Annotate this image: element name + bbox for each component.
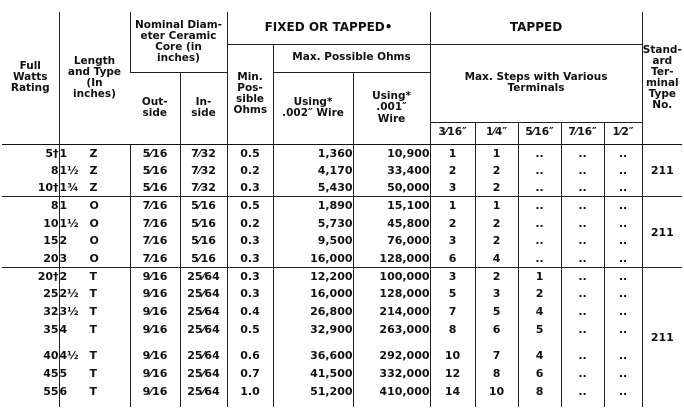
cell-min-ohms: 0.3: [227, 232, 273, 250]
table-row: [2, 320, 682, 338]
cell-watts-rating: 45: [43, 366, 59, 380]
cell-length: 1¾: [59, 181, 79, 195]
cell-length-type: [59, 232, 130, 250]
cell-watts-rating: 25: [43, 287, 59, 301]
cell-max-ohms-002: 9,500: [273, 232, 353, 250]
cell-inside-dia: 25⁄64: [180, 320, 227, 338]
cell-min-ohms: 0.3: [227, 179, 273, 197]
cell-steps: 3: [430, 232, 475, 250]
cell-inside-dia: 5⁄16: [180, 215, 227, 233]
cell-outside-dia: 9⁄16: [130, 285, 180, 303]
cell-outside-dia: 7⁄16: [130, 250, 180, 268]
cell-length-type: [59, 179, 130, 197]
cell-outside-dia: 9⁄16: [130, 320, 180, 338]
cell-type: Z: [89, 181, 98, 195]
cell-steps: ..: [604, 215, 642, 233]
cell-min-ohms: 0.3: [227, 285, 273, 303]
cell-length-type: [59, 197, 130, 215]
cell-max-ohms-002: 32,900: [273, 320, 353, 338]
cell-steps: ..: [561, 382, 604, 407]
cell-inside-dia: 7⁄32: [180, 179, 227, 197]
cell-outside-dia: 7⁄16: [130, 232, 180, 250]
cell-watts-rating: 5†: [45, 146, 59, 160]
cell-steps: ..: [604, 179, 642, 197]
cell-inside-dia: 5⁄16: [180, 250, 227, 268]
cell-standard-terminal: 211: [642, 267, 682, 407]
cell-steps: ..: [561, 197, 604, 215]
cell-steps: 3: [430, 179, 475, 197]
cell-inside-dia: 25⁄64: [180, 382, 227, 407]
table-row: [2, 215, 682, 233]
cell-max-ohms-002: 1,360: [273, 144, 353, 162]
cell-steps: ..: [518, 197, 561, 215]
cell-steps: 6: [475, 320, 518, 338]
header-inside: In- side: [180, 72, 227, 144]
cell-min-ohms: 1.0: [227, 382, 273, 407]
cell-steps: 6: [430, 250, 475, 268]
cell-type: T: [89, 287, 98, 301]
cell-outside-dia: 9⁄16: [130, 382, 180, 407]
table-row: [2, 144, 682, 162]
cell-inside-dia: 25⁄64: [180, 267, 227, 285]
cell-watts-rating: 8: [2, 197, 59, 215]
cell-steps: 14: [430, 382, 475, 407]
cell-max-ohms-002: 4,170: [273, 162, 353, 180]
cell-outside-dia: 5⁄16: [130, 144, 180, 162]
cell-type: Z: [89, 146, 98, 160]
cell-min-ohms: 0.2: [227, 215, 273, 233]
table-row: [2, 250, 682, 268]
header-using-002: Using* .002″ Wire: [273, 72, 353, 144]
cell-inside-dia: 5⁄16: [180, 197, 227, 215]
header-length-type: Length and Type (In inches): [59, 12, 130, 144]
header-standard-terminal: Stand- ard Ter- minal Type No.: [642, 12, 682, 144]
cell-steps: 3: [430, 267, 475, 285]
cell-steps: 4: [518, 347, 561, 365]
cell-steps: ..: [518, 250, 561, 268]
cell-max-ohms-001: 332,000: [353, 364, 430, 382]
cell-steps: ..: [561, 250, 604, 268]
cell-inside-dia: 25⁄64: [180, 364, 227, 382]
cell-steps: 1: [475, 144, 518, 162]
cell-length-type: [59, 162, 130, 180]
cell-steps: ..: [604, 347, 642, 365]
cell-inside-dia: 25⁄64: [180, 303, 227, 321]
cell-steps: ..: [561, 364, 604, 382]
cell-outside-dia: 9⁄16: [130, 303, 180, 321]
header-min-ohms: Min. Pos- sible Ohms: [227, 44, 273, 144]
cell-watts-rating: 35: [43, 322, 59, 336]
cell-steps: 1: [518, 267, 561, 285]
cell-watts-rating: 10: [43, 216, 59, 230]
cell-steps: 8: [475, 364, 518, 382]
cell-steps: ..: [604, 285, 642, 303]
cell-max-ohms-002: 51,200: [273, 382, 353, 407]
cell-max-ohms-001: 33,400: [353, 162, 430, 180]
cell-inside-dia: 5⁄16: [180, 232, 227, 250]
cell-steps: ..: [604, 320, 642, 338]
cell-steps: ..: [604, 232, 642, 250]
cell-length-type: [59, 250, 130, 268]
cell-steps: 1: [430, 144, 475, 162]
cell-length-type: [59, 364, 130, 382]
cell-max-ohms-001: 45,800: [353, 215, 430, 233]
cell-length: 1: [59, 199, 68, 213]
cell-length-type: [59, 267, 130, 285]
cell-length: 3½: [59, 304, 79, 318]
cell-max-ohms-001: 128,000: [353, 250, 430, 268]
cell-watts-rating: 8: [50, 163, 59, 177]
cell-steps: 2: [430, 215, 475, 233]
cell-type: T: [89, 322, 98, 336]
cell-length: 2: [59, 234, 68, 248]
cell-steps: 7: [475, 347, 518, 365]
cell-steps: 1: [475, 197, 518, 215]
cell-type: T: [89, 304, 98, 318]
cell-steps: 4: [518, 303, 561, 321]
header-fixed-or-tapped: FIXED OR TAPPED•: [227, 12, 430, 44]
cell-max-ohms-002: 41,500: [273, 364, 353, 382]
cell-watts-rating: 20†: [2, 267, 59, 285]
table-row: [2, 285, 682, 303]
row-gap: [2, 338, 682, 347]
cell-steps: ..: [518, 179, 561, 197]
header-terminal-5-16: 5⁄16″: [518, 122, 561, 144]
cell-max-ohms-001: 50,000: [353, 179, 430, 197]
table-row: [2, 197, 682, 215]
cell-max-ohms-002: 36,600: [273, 347, 353, 365]
cell-max-ohms-001: 263,000: [353, 320, 430, 338]
header-terminal-1-4: 1⁄4″: [475, 122, 518, 144]
cell-min-ohms: 0.3: [227, 267, 273, 285]
cell-steps: 12: [430, 364, 475, 382]
cell-max-ohms-002: 1,890: [273, 197, 353, 215]
cell-inside-dia: 7⁄32: [180, 162, 227, 180]
cell-type: Z: [89, 163, 98, 177]
header-outside: Out- side: [130, 72, 180, 144]
cell-min-ohms: 0.5: [227, 144, 273, 162]
table-row: [2, 232, 682, 250]
cell-max-ohms-002: 16,000: [273, 285, 353, 303]
cell-length: 1: [59, 146, 68, 160]
cell-max-ohms-001: 76,000: [353, 232, 430, 250]
cell-max-ohms-001: 100,000: [353, 267, 430, 285]
cell-steps: 10: [430, 347, 475, 365]
cell-steps: ..: [604, 267, 642, 285]
cell-steps: 7: [430, 303, 475, 321]
cell-type: T: [89, 349, 98, 362]
cell-min-ohms: 0.3: [227, 250, 273, 268]
cell-min-ohms: 0.5: [227, 197, 273, 215]
cell-steps: 1: [430, 197, 475, 215]
cell-steps: ..: [561, 285, 604, 303]
cell-watts-rating: 10†: [37, 181, 59, 195]
cell-steps: ..: [518, 232, 561, 250]
header-terminal-3-16: 3⁄16″: [430, 122, 475, 144]
cell-length: 2: [59, 269, 68, 283]
cell-max-ohms-001: 10,900: [353, 144, 430, 162]
cell-outside-dia: 7⁄16: [130, 215, 180, 233]
cell-steps: ..: [561, 179, 604, 197]
cell-steps: 2: [475, 162, 518, 180]
cell-outside-dia: 7⁄16: [130, 197, 180, 215]
cell-steps: 8: [430, 320, 475, 338]
cell-length-type: [59, 320, 130, 338]
cell-type: O: [89, 234, 99, 248]
cell-steps: 5: [518, 320, 561, 338]
table-row: [2, 162, 682, 180]
table-row: [2, 267, 682, 285]
cell-type: O: [89, 216, 99, 230]
cell-length-type: [59, 285, 130, 303]
table-row: [2, 364, 682, 382]
cell-steps: ..: [604, 303, 642, 321]
cell-steps: 2: [475, 267, 518, 285]
cell-steps: ..: [604, 364, 642, 382]
cell-steps: ..: [561, 215, 604, 233]
cell-inside-dia: 25⁄64: [180, 347, 227, 365]
cell-steps: ..: [604, 162, 642, 180]
cell-max-ohms-001: 292,000: [353, 347, 430, 365]
cell-inside-dia: 25⁄64: [180, 285, 227, 303]
header-using-001: Using* .001″ Wire: [353, 72, 430, 144]
cell-max-ohms-002: 5,430: [273, 179, 353, 197]
cell-max-ohms-002: 16,000: [273, 250, 353, 268]
cell-steps: 2: [518, 285, 561, 303]
cell-min-ohms: 0.6: [227, 347, 273, 365]
cell-steps: 3: [475, 285, 518, 303]
cell-steps: ..: [604, 382, 642, 407]
cell-watts-rating: 40: [43, 349, 59, 362]
cell-max-ohms-002: 26,800: [273, 303, 353, 321]
cell-max-ohms-002: 12,200: [273, 267, 353, 285]
cell-outside-dia: 9⁄16: [130, 267, 180, 285]
cell-length-type: [59, 347, 130, 365]
cell-type: T: [89, 366, 98, 380]
cell-steps: 4: [475, 250, 518, 268]
cell-steps: ..: [561, 162, 604, 180]
cell-length: 4: [59, 322, 68, 336]
cell-steps: 2: [475, 232, 518, 250]
cell-steps: 6: [518, 364, 561, 382]
cell-steps: 5: [475, 303, 518, 321]
cell-steps: ..: [518, 162, 561, 180]
cell-steps: ..: [561, 232, 604, 250]
cell-steps: ..: [561, 144, 604, 162]
header-nominal-diameter: Nominal Diam- eter Ceramic Core (in inches): [130, 12, 227, 72]
cell-length: 2½: [59, 287, 79, 301]
header-terminal-7-16: 7⁄16″: [561, 122, 604, 144]
cell-steps: ..: [561, 303, 604, 321]
cell-steps: 5: [430, 285, 475, 303]
cell-steps: ..: [518, 144, 561, 162]
cell-steps: ..: [518, 215, 561, 233]
cell-steps: 8: [518, 382, 561, 407]
cell-min-ohms: 0.7: [227, 364, 273, 382]
cell-outside-dia: 5⁄16: [130, 179, 180, 197]
cell-type: T: [89, 384, 98, 398]
cell-steps: ..: [604, 197, 642, 215]
cell-outside-dia: 9⁄16: [130, 347, 180, 365]
table-row: [2, 382, 682, 407]
cell-length: 3: [59, 251, 68, 265]
table-row: [2, 303, 682, 321]
header-max-ohms: Max. Possible Ohms: [273, 44, 430, 72]
cell-standard-terminal: 211: [642, 197, 682, 268]
cell-length-type: [59, 215, 130, 233]
cell-type: O: [89, 251, 99, 265]
cell-steps: 10: [475, 382, 518, 407]
cell-watts-rating: 32: [43, 304, 59, 318]
cell-max-ohms-001: 410,000: [353, 382, 430, 407]
cell-outside-dia: 9⁄16: [130, 364, 180, 382]
cell-watts-rating: 55: [43, 384, 59, 398]
cell-standard-terminal: 211: [642, 144, 682, 197]
cell-steps: 2: [475, 179, 518, 197]
cell-length: 6: [59, 384, 68, 398]
table-body: [2, 144, 682, 407]
cell-steps: 2: [430, 162, 475, 180]
table-row: [2, 179, 682, 197]
cell-length: 1½: [59, 163, 79, 177]
cell-steps: ..: [561, 267, 604, 285]
cell-min-ohms: 0.5: [227, 320, 273, 338]
cell-watts-rating: 20: [43, 251, 59, 265]
header-terminal-1-2: 1⁄2″: [604, 122, 642, 144]
cell-length-type: [59, 144, 130, 162]
cell-max-ohms-001: 128,000: [353, 285, 430, 303]
cell-length-type: [59, 382, 130, 407]
cell-max-ohms-001: 214,000: [353, 303, 430, 321]
cell-length: 4½: [59, 349, 79, 362]
header-full-watts: Full Watts Rating: [2, 12, 59, 144]
cell-steps: ..: [561, 347, 604, 365]
cell-max-ohms-002: 5,730: [273, 215, 353, 233]
cell-inside-dia: 7⁄32: [180, 144, 227, 162]
cell-steps: ..: [604, 250, 642, 268]
cell-type: O: [89, 199, 99, 213]
cell-min-ohms: 0.2: [227, 162, 273, 180]
cell-steps: ..: [561, 320, 604, 338]
cell-watts-rating: 15: [43, 234, 59, 248]
cell-length-type: [59, 303, 130, 321]
cell-min-ohms: 0.4: [227, 303, 273, 321]
cell-steps: ..: [604, 144, 642, 162]
cell-max-ohms-001: 15,100: [353, 197, 430, 215]
table-row: [2, 347, 682, 365]
cell-steps: 2: [475, 215, 518, 233]
header-max-steps: Max. Steps with Various Terminals: [430, 44, 642, 122]
cell-length: 5: [59, 366, 68, 380]
resistor-spec-table: [2, 12, 682, 407]
cell-outside-dia: 5⁄16: [130, 162, 180, 180]
cell-length: 1½: [59, 216, 79, 230]
cell-type: T: [89, 269, 98, 283]
header-tapped: TAPPED: [430, 12, 642, 44]
